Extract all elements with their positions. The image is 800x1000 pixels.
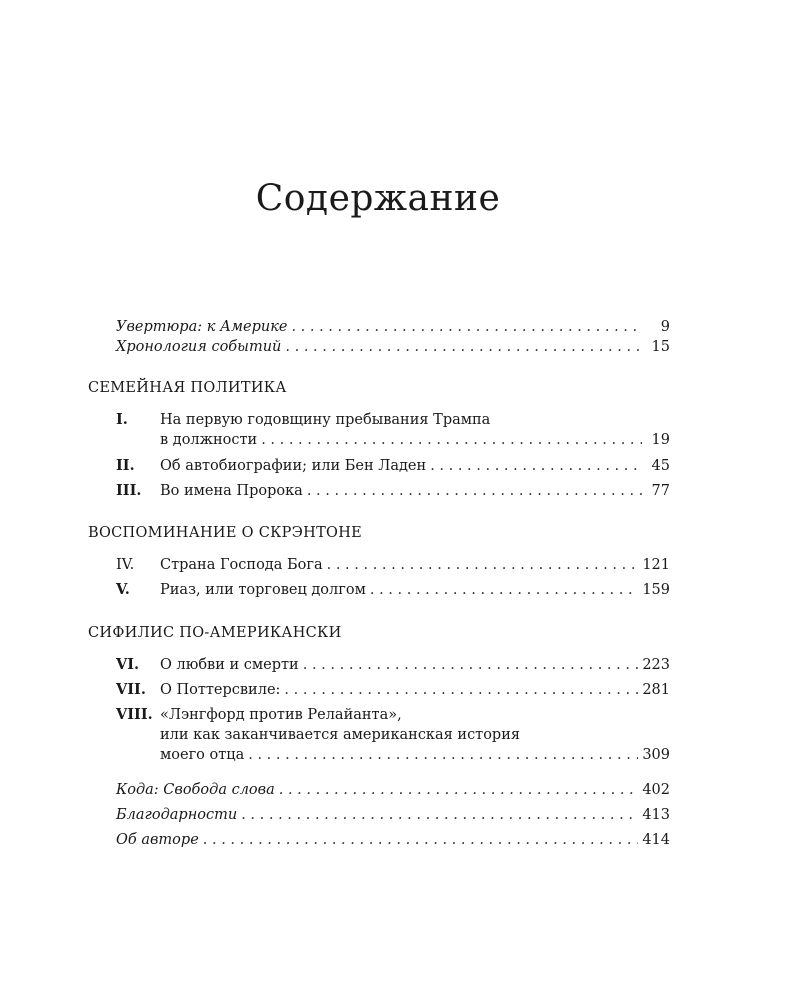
toc-entry-page: 77 bbox=[651, 483, 670, 499]
chapter-title-line: или как заканчивается американская история bbox=[160, 727, 521, 743]
toc-entry-page: 19 bbox=[651, 432, 670, 448]
dot-leader bbox=[327, 555, 639, 575]
toc-entry-page: 121 bbox=[642, 557, 670, 573]
dot-leader bbox=[430, 456, 642, 476]
dot-leader bbox=[303, 655, 639, 675]
chapter-number: III. bbox=[116, 482, 142, 499]
dot-leader bbox=[370, 580, 638, 600]
dot-leader bbox=[241, 805, 638, 825]
toc-entry-first-line bbox=[116, 705, 402, 725]
toc-entry[interactable] bbox=[116, 655, 670, 675]
chapter-number: IV. bbox=[116, 557, 135, 573]
toc-entry-page: 281 bbox=[642, 682, 670, 698]
section-heading: ВОСПОМИНАНИЕ О СКРЭНТОНЕ bbox=[88, 525, 363, 541]
dot-leader bbox=[291, 317, 642, 337]
toc-entry[interactable] bbox=[116, 830, 670, 850]
toc-entry-label: Кода: Свобода слова bbox=[116, 782, 275, 798]
dot-leader bbox=[261, 430, 642, 450]
toc-entry-page: 402 bbox=[642, 782, 670, 798]
toc-entry[interactable] bbox=[116, 481, 670, 501]
toc-entry[interactable] bbox=[160, 745, 670, 765]
chapter-number: VI. bbox=[116, 656, 140, 673]
toc-entry-page: 414 bbox=[642, 832, 670, 848]
toc-entry[interactable] bbox=[116, 317, 670, 337]
toc-entry-label: Увертюра: к Америке bbox=[116, 319, 288, 335]
toc-entry-page: 413 bbox=[642, 807, 670, 823]
toc-entry-label: О любви и смерти bbox=[160, 657, 299, 673]
chapter-title-line: На первую годовщину пребывания Трампа bbox=[160, 412, 491, 428]
toc-entry-page: 309 bbox=[642, 747, 670, 763]
toc-entry-page: 159 bbox=[642, 582, 670, 598]
toc-entry-page: 223 bbox=[642, 657, 670, 673]
chapter-number: II. bbox=[116, 457, 135, 474]
dot-leader bbox=[285, 337, 642, 357]
dot-leader bbox=[203, 830, 639, 850]
toc-entry[interactable] bbox=[116, 456, 670, 476]
toc-entry-first-line bbox=[116, 410, 490, 430]
dot-leader bbox=[307, 481, 642, 501]
toc-entry-page: 15 bbox=[651, 339, 670, 355]
toc-entry-page: 45 bbox=[651, 458, 670, 474]
dot-leader bbox=[248, 745, 638, 765]
toc-entry-label: в должности bbox=[160, 432, 258, 448]
toc-entry[interactable] bbox=[160, 430, 670, 450]
section-heading: СЕМЕЙНАЯ ПОЛИТИКА bbox=[88, 380, 287, 396]
dot-leader bbox=[284, 680, 638, 700]
toc-entry-label: Во имена Пророка bbox=[160, 483, 303, 499]
toc-entry-label: Об автобиографии; или Бен Ладен bbox=[160, 458, 427, 474]
toc-entry[interactable] bbox=[116, 680, 670, 700]
toc-entry-label: Риаз, или торговец долгом bbox=[160, 582, 366, 598]
page-title: Содержание bbox=[255, 178, 501, 219]
toc-entry-label: О Поттерсвиле: bbox=[160, 682, 281, 698]
toc-entry-page: 9 bbox=[660, 319, 670, 335]
chapter-number: VII. bbox=[116, 681, 146, 698]
toc-entry-label: Благодарности bbox=[116, 807, 238, 823]
dot-leader bbox=[279, 780, 639, 800]
toc-entry[interactable] bbox=[116, 805, 670, 825]
toc-entry-label: Об авторе bbox=[116, 832, 199, 848]
chapter-number: V. bbox=[116, 581, 130, 598]
chapter-number: VIII. bbox=[116, 706, 153, 723]
toc-entry[interactable] bbox=[116, 580, 670, 600]
toc-entry-label: моего отца bbox=[160, 747, 245, 763]
chapter-number: I. bbox=[116, 411, 128, 428]
toc-entry[interactable] bbox=[116, 555, 670, 575]
section-heading: СИФИЛИС ПО-АМЕРИКАНСКИ bbox=[88, 625, 342, 641]
toc-entry[interactable] bbox=[116, 780, 670, 800]
toc-entry-label: Страна Господа Бога bbox=[160, 557, 323, 573]
toc-entry[interactable] bbox=[116, 337, 670, 357]
toc-entry-label: Хронология событий bbox=[116, 339, 282, 355]
chapter-title-line: «Лэнгфорд против Релайанта», bbox=[160, 707, 402, 723]
